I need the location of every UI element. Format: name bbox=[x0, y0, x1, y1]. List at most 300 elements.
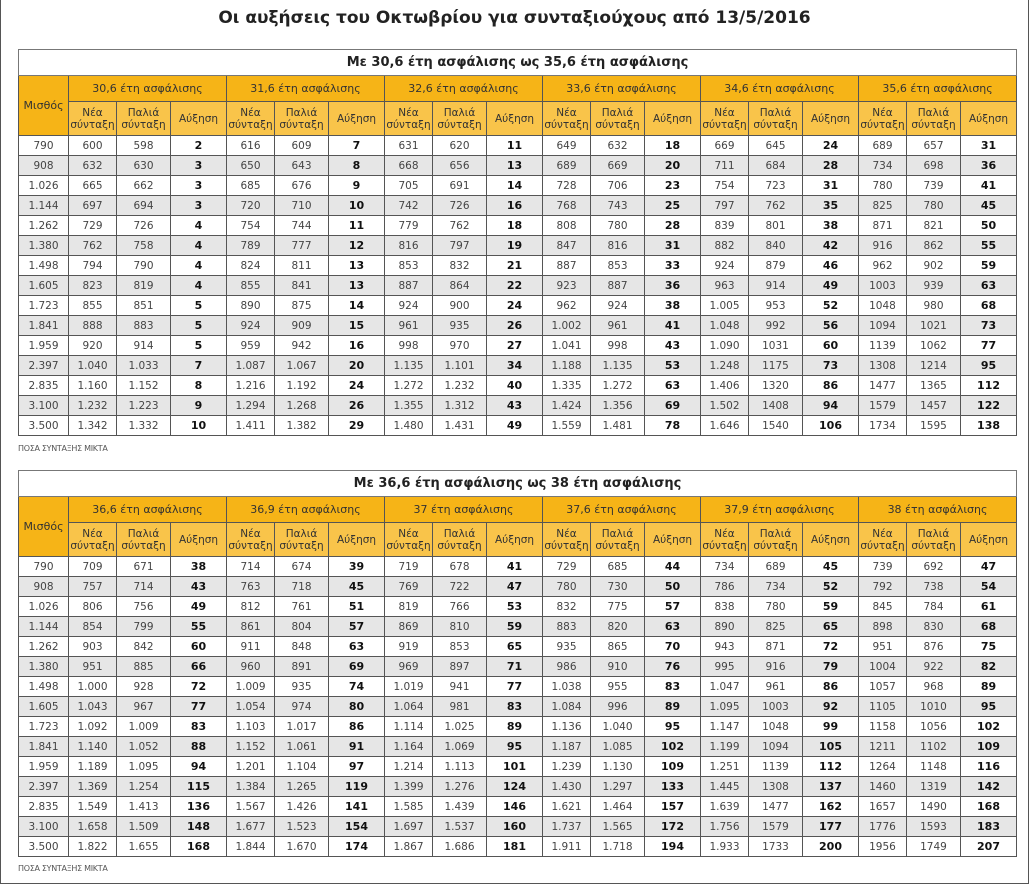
old-pension-cell: 1.017 bbox=[275, 717, 329, 737]
increase-cell: 109 bbox=[961, 737, 1017, 757]
increase-cell: 207 bbox=[961, 837, 1017, 857]
new-pension-cell: 816 bbox=[385, 236, 433, 256]
table-note-1: ΠΟΣΑ ΣΥΝΤΑΞΗΣ ΜΙΚΤΑ bbox=[18, 444, 108, 453]
salary-header: Μισθός bbox=[19, 497, 69, 557]
new-pension-cell: 1579 bbox=[859, 396, 907, 416]
increase-cell: 16 bbox=[487, 196, 543, 216]
old-pension-cell: 780 bbox=[591, 216, 645, 236]
new-pension-cell: 924 bbox=[227, 316, 275, 336]
salary-cell: 1.959 bbox=[19, 757, 69, 777]
old-pension-cell: 1.130 bbox=[591, 757, 645, 777]
increase-cell: 55 bbox=[171, 617, 227, 637]
increase-cell: 95 bbox=[645, 717, 701, 737]
old-pension-cell: 743 bbox=[591, 196, 645, 216]
salary-cell: 1.498 bbox=[19, 256, 69, 276]
increase-cell: 14 bbox=[487, 176, 543, 196]
increase-cell: 4 bbox=[171, 236, 227, 256]
new-pension-cell: 1.430 bbox=[543, 777, 591, 797]
increase-cell: 86 bbox=[803, 376, 859, 396]
increase-cell: 146 bbox=[487, 797, 543, 817]
increase-header: Αύξηση bbox=[961, 523, 1017, 557]
new-pension-cell: 924 bbox=[385, 296, 433, 316]
increase-cell: 172 bbox=[645, 817, 701, 837]
old-pension-cell: 1.268 bbox=[275, 396, 329, 416]
new-pension-cell: 757 bbox=[69, 577, 117, 597]
increase-cell: 95 bbox=[961, 697, 1017, 717]
increase-cell: 38 bbox=[645, 296, 701, 316]
new-pension-cell: 1.005 bbox=[701, 296, 749, 316]
new-pension-cell: 888 bbox=[69, 316, 117, 336]
old-pension-cell: 1490 bbox=[907, 797, 961, 817]
increase-cell: 168 bbox=[961, 797, 1017, 817]
increase-cell: 57 bbox=[329, 617, 385, 637]
new-pension-cell: 1.677 bbox=[227, 817, 275, 837]
increase-cell: 41 bbox=[961, 176, 1017, 196]
new-pension-cell: 780 bbox=[543, 577, 591, 597]
old-pension-header: Παλιά σύνταξη bbox=[275, 523, 329, 557]
increase-cell: 52 bbox=[803, 577, 859, 597]
new-pension-cell: 1105 bbox=[859, 697, 907, 717]
increase-cell: 116 bbox=[961, 757, 1017, 777]
increase-cell: 73 bbox=[803, 356, 859, 376]
old-pension-cell: 1048 bbox=[749, 717, 803, 737]
increase-cell: 89 bbox=[645, 697, 701, 717]
old-pension-cell: 656 bbox=[433, 156, 487, 176]
old-pension-cell: 1.152 bbox=[117, 376, 171, 396]
new-pension-cell: 711 bbox=[701, 156, 749, 176]
increase-cell: 3 bbox=[171, 176, 227, 196]
new-pension-cell: 709 bbox=[69, 557, 117, 577]
old-pension-cell: 762 bbox=[749, 196, 803, 216]
old-pension-cell: 891 bbox=[275, 657, 329, 677]
new-pension-cell: 729 bbox=[543, 557, 591, 577]
old-pension-cell: 691 bbox=[433, 176, 487, 196]
new-pension-cell: 669 bbox=[701, 136, 749, 156]
old-pension-cell: 722 bbox=[433, 577, 487, 597]
increase-cell: 102 bbox=[645, 737, 701, 757]
increase-cell: 21 bbox=[487, 256, 543, 276]
old-pension-cell: 830 bbox=[907, 617, 961, 637]
old-pension-cell: 671 bbox=[117, 557, 171, 577]
new-pension-cell: 1.756 bbox=[701, 817, 749, 837]
increase-cell: 49 bbox=[487, 416, 543, 436]
old-pension-cell: 1.431 bbox=[433, 416, 487, 436]
new-pension-cell: 1.064 bbox=[385, 697, 433, 717]
increase-cell: 65 bbox=[487, 637, 543, 657]
old-pension-cell: 1.413 bbox=[117, 797, 171, 817]
old-pension-cell: 864 bbox=[433, 276, 487, 296]
old-pension-cell: 1094 bbox=[749, 737, 803, 757]
increase-cell: 181 bbox=[487, 837, 543, 857]
increase-cell: 45 bbox=[803, 557, 859, 577]
old-pension-cell: 1.523 bbox=[275, 817, 329, 837]
new-pension-cell: 1.048 bbox=[701, 316, 749, 336]
new-pension-cell: 1.189 bbox=[69, 757, 117, 777]
old-pension-cell: 1.192 bbox=[275, 376, 329, 396]
old-pension-cell: 1.009 bbox=[117, 717, 171, 737]
old-pension-cell: 883 bbox=[117, 316, 171, 336]
new-pension-cell: 853 bbox=[385, 256, 433, 276]
new-pension-cell: 728 bbox=[543, 176, 591, 196]
new-pension-cell: 1.445 bbox=[701, 777, 749, 797]
old-pension-cell: 799 bbox=[117, 617, 171, 637]
old-pension-cell: 689 bbox=[749, 557, 803, 577]
new-pension-cell: 1.737 bbox=[543, 817, 591, 837]
increase-cell: 42 bbox=[803, 236, 859, 256]
old-pension-cell: 685 bbox=[591, 557, 645, 577]
new-pension-cell: 1139 bbox=[859, 336, 907, 356]
increase-cell: 25 bbox=[645, 196, 701, 216]
old-pension-cell: 941 bbox=[433, 677, 487, 697]
new-pension-cell: 923 bbox=[543, 276, 591, 296]
increase-cell: 97 bbox=[329, 757, 385, 777]
old-pension-cell: 996 bbox=[591, 697, 645, 717]
increase-cell: 119 bbox=[329, 777, 385, 797]
increase-cell: 24 bbox=[487, 296, 543, 316]
old-pension-cell: 825 bbox=[749, 617, 803, 637]
increase-cell: 95 bbox=[961, 356, 1017, 376]
old-pension-cell: 1.104 bbox=[275, 757, 329, 777]
salary-cell: 1.723 bbox=[19, 296, 69, 316]
increase-cell: 168 bbox=[171, 837, 227, 857]
old-pension-cell: 1102 bbox=[907, 737, 961, 757]
new-pension-cell: 1.867 bbox=[385, 837, 433, 857]
new-pension-cell: 742 bbox=[385, 196, 433, 216]
new-pension-cell: 824 bbox=[227, 256, 275, 276]
new-pension-cell: 719 bbox=[385, 557, 433, 577]
old-pension-header: Παλιά σύνταξη bbox=[433, 523, 487, 557]
old-pension-cell: 1.113 bbox=[433, 757, 487, 777]
increase-cell: 148 bbox=[171, 817, 227, 837]
group-header: 37,6 έτη ασφάλισης bbox=[543, 497, 701, 523]
increase-cell: 11 bbox=[329, 216, 385, 236]
salary-cell: 908 bbox=[19, 156, 69, 176]
old-pension-cell: 916 bbox=[749, 657, 803, 677]
increase-cell: 59 bbox=[803, 597, 859, 617]
new-pension-cell: 1.384 bbox=[227, 777, 275, 797]
increase-cell: 138 bbox=[961, 416, 1017, 436]
increase-cell: 160 bbox=[487, 817, 543, 837]
old-pension-cell: 902 bbox=[907, 256, 961, 276]
new-pension-cell: 1308 bbox=[859, 356, 907, 376]
old-pension-cell: 1.565 bbox=[591, 817, 645, 837]
new-pension-cell: 1.639 bbox=[701, 797, 749, 817]
increase-cell: 4 bbox=[171, 256, 227, 276]
increase-cell: 70 bbox=[645, 637, 701, 657]
old-pension-cell: 706 bbox=[591, 176, 645, 196]
old-pension-cell: 928 bbox=[117, 677, 171, 697]
old-pension-cell: 609 bbox=[275, 136, 329, 156]
new-pension-cell: 1211 bbox=[859, 737, 907, 757]
increase-cell: 112 bbox=[961, 376, 1017, 396]
old-pension-cell: 674 bbox=[275, 557, 329, 577]
old-pension-cell: 871 bbox=[749, 637, 803, 657]
increase-cell: 24 bbox=[803, 136, 859, 156]
new-pension-cell: 919 bbox=[385, 637, 433, 657]
old-pension-cell: 865 bbox=[591, 637, 645, 657]
new-pension-header: Νέα σύνταξη bbox=[385, 102, 433, 136]
new-pension-cell: 649 bbox=[543, 136, 591, 156]
new-pension-header: Νέα σύνταξη bbox=[227, 102, 275, 136]
old-pension-header: Παλιά σύνταξη bbox=[117, 523, 171, 557]
new-pension-cell: 847 bbox=[543, 236, 591, 256]
new-pension-cell: 1.040 bbox=[69, 356, 117, 376]
increase-cell: 105 bbox=[803, 737, 859, 757]
increase-cell: 77 bbox=[171, 697, 227, 717]
salary-cell: 1.262 bbox=[19, 637, 69, 657]
new-pension-header: Νέα σύνταξη bbox=[227, 523, 275, 557]
salary-cell: 1.959 bbox=[19, 336, 69, 356]
salary-cell: 908 bbox=[19, 577, 69, 597]
new-pension-cell: 808 bbox=[543, 216, 591, 236]
new-pension-cell: 995 bbox=[701, 657, 749, 677]
table-row bbox=[19, 376, 1017, 396]
new-pension-cell: 754 bbox=[227, 216, 275, 236]
old-pension-header: Παλιά σύνταξη bbox=[591, 102, 645, 136]
salary-cell: 1.723 bbox=[19, 717, 69, 737]
old-pension-cell: 961 bbox=[591, 316, 645, 336]
increase-cell: 154 bbox=[329, 817, 385, 837]
increase-cell: 13 bbox=[329, 276, 385, 296]
old-pension-cell: 887 bbox=[591, 276, 645, 296]
pension-table-1 bbox=[18, 49, 1017, 436]
group-header: 36,6 έτη ασφάλισης bbox=[69, 497, 227, 523]
increase-cell: 19 bbox=[487, 236, 543, 256]
old-pension-cell: 758 bbox=[117, 236, 171, 256]
old-pension-cell: 718 bbox=[275, 577, 329, 597]
new-pension-cell: 668 bbox=[385, 156, 433, 176]
old-pension-cell: 811 bbox=[275, 256, 329, 276]
increase-cell: 122 bbox=[961, 396, 1017, 416]
table-row bbox=[19, 597, 1017, 617]
group-header: 36,9 έτη ασφάλισης bbox=[227, 497, 385, 523]
old-pension-cell: 1408 bbox=[749, 396, 803, 416]
group-header: 35,6 έτη ασφάλισης bbox=[859, 76, 1017, 102]
new-pension-header: Νέα σύνταξη bbox=[69, 523, 117, 557]
salary-cell: 1.605 bbox=[19, 276, 69, 296]
old-pension-cell: 1062 bbox=[907, 336, 961, 356]
increase-cell: 45 bbox=[329, 577, 385, 597]
new-pension-cell: 819 bbox=[385, 597, 433, 617]
new-pension-cell: 855 bbox=[227, 276, 275, 296]
new-pension-cell: 689 bbox=[543, 156, 591, 176]
increase-cell: 36 bbox=[645, 276, 701, 296]
old-pension-cell: 738 bbox=[907, 577, 961, 597]
old-pension-cell: 1593 bbox=[907, 817, 961, 837]
new-pension-cell: 1158 bbox=[859, 717, 907, 737]
table-row bbox=[19, 136, 1017, 156]
increase-cell: 45 bbox=[961, 196, 1017, 216]
increase-cell: 61 bbox=[961, 597, 1017, 617]
old-pension-cell: 968 bbox=[907, 677, 961, 697]
increase-cell: 83 bbox=[171, 717, 227, 737]
new-pension-header: Νέα σύνταξη bbox=[859, 102, 907, 136]
salary-cell: 3.500 bbox=[19, 416, 69, 436]
table-row bbox=[19, 797, 1017, 817]
old-pension-cell: 992 bbox=[749, 316, 803, 336]
increase-cell: 28 bbox=[803, 156, 859, 176]
increase-cell: 7 bbox=[329, 136, 385, 156]
increase-cell: 16 bbox=[329, 336, 385, 356]
salary-cell: 2.397 bbox=[19, 356, 69, 376]
new-pension-cell: 1.188 bbox=[543, 356, 591, 376]
new-pension-cell: 869 bbox=[385, 617, 433, 637]
old-pension-cell: 942 bbox=[275, 336, 329, 356]
old-pension-cell: 810 bbox=[433, 617, 487, 637]
increase-cell: 15 bbox=[329, 316, 385, 336]
old-pension-header: Παλιά σύνταξη bbox=[591, 523, 645, 557]
old-pension-cell: 1.135 bbox=[591, 356, 645, 376]
increase-cell: 39 bbox=[329, 557, 385, 577]
old-pension-cell: 1021 bbox=[907, 316, 961, 336]
increase-header: Αύξηση bbox=[803, 102, 859, 136]
increase-cell: 9 bbox=[171, 396, 227, 416]
table-row bbox=[19, 697, 1017, 717]
new-pension-cell: 1460 bbox=[859, 777, 907, 797]
table-row bbox=[19, 356, 1017, 376]
old-pension-cell: 669 bbox=[591, 156, 645, 176]
salary-cell: 3.100 bbox=[19, 817, 69, 837]
increase-cell: 194 bbox=[645, 837, 701, 857]
new-pension-header: Νέα σύνταξη bbox=[859, 523, 907, 557]
old-pension-cell: 684 bbox=[749, 156, 803, 176]
new-pension-cell: 1477 bbox=[859, 376, 907, 396]
new-pension-cell: 763 bbox=[227, 577, 275, 597]
old-pension-cell: 980 bbox=[907, 296, 961, 316]
increase-cell: 133 bbox=[645, 777, 701, 797]
old-pension-cell: 739 bbox=[907, 176, 961, 196]
old-pension-cell: 1.686 bbox=[433, 837, 487, 857]
new-pension-cell: 1.000 bbox=[69, 677, 117, 697]
new-pension-cell: 720 bbox=[227, 196, 275, 216]
old-pension-cell: 662 bbox=[117, 176, 171, 196]
new-pension-cell: 779 bbox=[385, 216, 433, 236]
new-pension-cell: 1.355 bbox=[385, 396, 433, 416]
old-pension-cell: 657 bbox=[907, 136, 961, 156]
increase-cell: 34 bbox=[487, 356, 543, 376]
increase-cell: 49 bbox=[171, 597, 227, 617]
old-pension-cell: 1.232 bbox=[433, 376, 487, 396]
new-pension-cell: 1.272 bbox=[385, 376, 433, 396]
increase-cell: 95 bbox=[487, 737, 543, 757]
new-pension-cell: 1003 bbox=[859, 276, 907, 296]
new-pension-cell: 986 bbox=[543, 657, 591, 677]
old-pension-cell: 1.033 bbox=[117, 356, 171, 376]
table-row bbox=[19, 276, 1017, 296]
increase-cell: 49 bbox=[803, 276, 859, 296]
old-pension-cell: 875 bbox=[275, 296, 329, 316]
new-pension-cell: 935 bbox=[543, 637, 591, 657]
increase-cell: 174 bbox=[329, 837, 385, 857]
increase-cell: 26 bbox=[329, 396, 385, 416]
old-pension-cell: 820 bbox=[591, 617, 645, 637]
new-pension-cell: 1.480 bbox=[385, 416, 433, 436]
table-title: Με 36,6 έτη ασφάλισης ως 38 έτη ασφάλισης bbox=[19, 471, 1017, 497]
old-pension-cell: 914 bbox=[117, 336, 171, 356]
old-pension-cell: 692 bbox=[907, 557, 961, 577]
increase-cell: 5 bbox=[171, 316, 227, 336]
new-pension-cell: 1.199 bbox=[701, 737, 749, 757]
new-pension-cell: 882 bbox=[701, 236, 749, 256]
old-pension-cell: 1010 bbox=[907, 697, 961, 717]
old-pension-cell: 981 bbox=[433, 697, 487, 717]
old-pension-cell: 953 bbox=[749, 296, 803, 316]
old-pension-cell: 1.332 bbox=[117, 416, 171, 436]
new-pension-cell: 1.147 bbox=[701, 717, 749, 737]
new-pension-cell: 951 bbox=[69, 657, 117, 677]
increase-cell: 43 bbox=[171, 577, 227, 597]
new-pension-cell: 1.844 bbox=[227, 837, 275, 857]
group-header: 37,9 έτη ασφάλισης bbox=[701, 497, 859, 523]
group-header: 30,6 έτη ασφάλισης bbox=[69, 76, 227, 102]
increase-header: Αύξηση bbox=[329, 523, 385, 557]
new-pension-cell: 890 bbox=[701, 617, 749, 637]
old-pension-cell: 1.067 bbox=[275, 356, 329, 376]
old-pension-cell: 676 bbox=[275, 176, 329, 196]
old-pension-cell: 922 bbox=[907, 657, 961, 677]
new-pension-cell: 890 bbox=[227, 296, 275, 316]
old-pension-cell: 734 bbox=[749, 577, 803, 597]
old-pension-cell: 756 bbox=[117, 597, 171, 617]
old-pension-cell: 1.223 bbox=[117, 396, 171, 416]
new-pension-cell: 1.002 bbox=[543, 316, 591, 336]
old-pension-cell: 598 bbox=[117, 136, 171, 156]
increase-cell: 59 bbox=[961, 256, 1017, 276]
table-row bbox=[19, 216, 1017, 236]
new-pension-cell: 1.043 bbox=[69, 697, 117, 717]
new-pension-cell: 1.658 bbox=[69, 817, 117, 837]
old-pension-cell: 1.356 bbox=[591, 396, 645, 416]
old-pension-cell: 879 bbox=[749, 256, 803, 276]
old-pension-cell: 678 bbox=[433, 557, 487, 577]
table-row bbox=[19, 577, 1017, 597]
old-pension-cell: 1.254 bbox=[117, 777, 171, 797]
increase-cell: 94 bbox=[171, 757, 227, 777]
increase-cell: 8 bbox=[171, 376, 227, 396]
increase-header: Αύξηση bbox=[803, 523, 859, 557]
increase-cell: 36 bbox=[961, 156, 1017, 176]
increase-cell: 80 bbox=[329, 697, 385, 717]
new-pension-cell: 903 bbox=[69, 637, 117, 657]
new-pension-cell: 1094 bbox=[859, 316, 907, 336]
old-pension-cell: 1319 bbox=[907, 777, 961, 797]
new-pension-cell: 887 bbox=[385, 276, 433, 296]
increase-cell: 63 bbox=[645, 376, 701, 396]
salary-cell: 1.144 bbox=[19, 196, 69, 216]
increase-cell: 74 bbox=[329, 677, 385, 697]
table-row bbox=[19, 717, 1017, 737]
new-pension-cell: 1.164 bbox=[385, 737, 433, 757]
old-pension-cell: 821 bbox=[907, 216, 961, 236]
increase-cell: 52 bbox=[803, 296, 859, 316]
new-pension-cell: 1.911 bbox=[543, 837, 591, 857]
new-pension-cell: 845 bbox=[859, 597, 907, 617]
new-pension-cell: 1.201 bbox=[227, 757, 275, 777]
new-pension-cell: 631 bbox=[385, 136, 433, 156]
old-pension-cell: 797 bbox=[433, 236, 487, 256]
old-pension-cell: 939 bbox=[907, 276, 961, 296]
increase-cell: 35 bbox=[803, 196, 859, 216]
increase-cell: 86 bbox=[803, 677, 859, 697]
new-pension-cell: 916 bbox=[859, 236, 907, 256]
new-pension-cell: 962 bbox=[859, 256, 907, 276]
increase-cell: 22 bbox=[487, 276, 543, 296]
increase-cell: 33 bbox=[645, 256, 701, 276]
table-row bbox=[19, 637, 1017, 657]
increase-cell: 69 bbox=[645, 396, 701, 416]
new-pension-cell: 1048 bbox=[859, 296, 907, 316]
increase-cell: 47 bbox=[961, 557, 1017, 577]
